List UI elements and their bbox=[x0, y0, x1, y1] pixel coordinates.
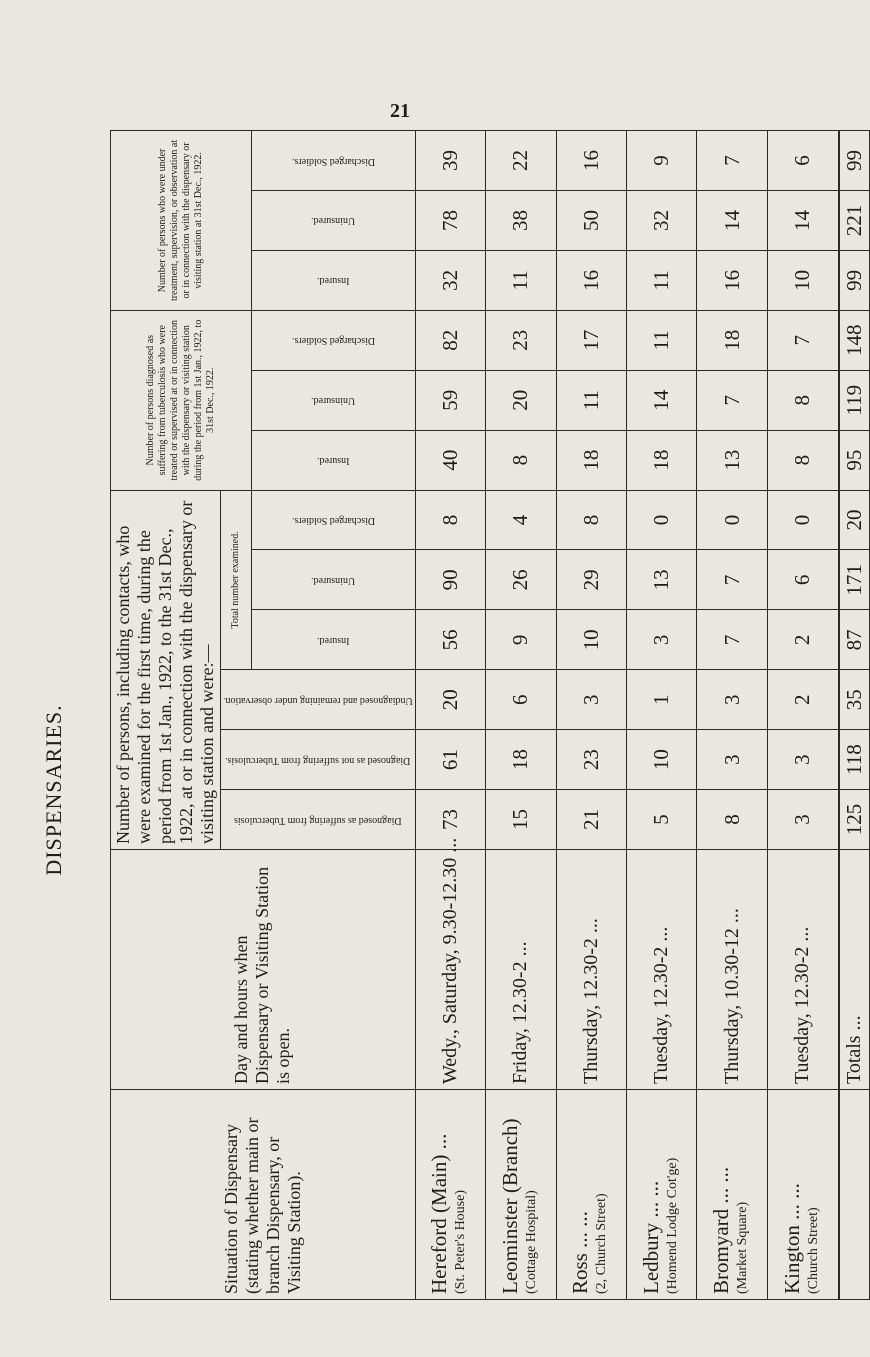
location-cell bbox=[556, 1090, 626, 1300]
location-cell bbox=[415, 1090, 485, 1300]
value-cell-g2-insured: 13 bbox=[697, 430, 767, 490]
value-cell-g3-uninsured: 50 bbox=[556, 191, 626, 251]
value-cell-insured: 3 bbox=[627, 610, 697, 670]
totals-g2-insured: 95 bbox=[839, 430, 870, 490]
value-cell-insured: 7 bbox=[697, 610, 767, 670]
header-g2-insured: Insured. bbox=[252, 430, 415, 490]
totals-label: Totals ... bbox=[839, 850, 870, 1090]
value-cell-g3-insured: 10 bbox=[767, 250, 838, 310]
value-cell-g2-insured: 40 bbox=[415, 430, 485, 490]
value-cell-soldiers: 0 bbox=[767, 490, 838, 550]
value-cell-uninsured: 6 bbox=[767, 550, 838, 610]
header-row-1 bbox=[111, 131, 221, 1300]
totals-g2-uninsured: 119 bbox=[839, 370, 870, 430]
value-cell-soldiers: 8 bbox=[415, 490, 485, 550]
value-cell-tb: 15 bbox=[486, 790, 556, 850]
location-address: (Church Street) bbox=[805, 1207, 821, 1294]
value-cell-g3-soldiers: 16 bbox=[556, 131, 626, 191]
value-cell-soldiers: 0 bbox=[697, 490, 767, 550]
value-cell-undiag: 1 bbox=[627, 670, 697, 730]
location-cell bbox=[627, 1090, 697, 1300]
opening-hours-cell: Tuesday, 12.30-2 ... bbox=[767, 850, 838, 1090]
value-cell-undiag: 3 bbox=[697, 670, 767, 730]
value-cell-g2-soldiers: 23 bbox=[486, 310, 556, 370]
totals-g2-soldiers: 148 bbox=[839, 310, 870, 370]
location-name: Hereford (Main) ... bbox=[427, 1133, 452, 1294]
value-cell-g2-uninsured: 14 bbox=[627, 370, 697, 430]
location-address: (Market Square) bbox=[735, 1201, 751, 1294]
value-cell-g3-soldiers: 6 bbox=[767, 131, 838, 191]
value-cell-not-tb: 10 bbox=[627, 730, 697, 790]
value-cell-not-tb: 3 bbox=[697, 730, 767, 790]
value-cell-undiag: 20 bbox=[415, 670, 485, 730]
location-name: Ross ... ... bbox=[568, 1211, 593, 1294]
totals-g3-insured: 99 bbox=[839, 250, 870, 310]
header-insured: Insured. bbox=[252, 610, 415, 670]
value-cell-g3-insured: 16 bbox=[556, 250, 626, 310]
value-cell-tb: 73 bbox=[415, 790, 485, 850]
header-day-hours: Day and hours when Dispensary or Visiting Station is open. bbox=[111, 850, 416, 1090]
location-address: (2, Church Street) bbox=[594, 1193, 610, 1294]
table-row bbox=[486, 131, 556, 1300]
value-cell-soldiers: 4 bbox=[486, 490, 556, 550]
value-cell-tb: 5 bbox=[627, 790, 697, 850]
value-cell-uninsured: 7 bbox=[697, 550, 767, 610]
value-cell-g3-uninsured: 38 bbox=[486, 191, 556, 251]
value-cell-g2-uninsured: 59 bbox=[415, 370, 485, 430]
value-cell-insured: 2 bbox=[767, 610, 838, 670]
rotated-table-wrapper bbox=[110, 130, 866, 1300]
value-cell-g3-soldiers: 22 bbox=[486, 131, 556, 191]
totals-not-tb: 118 bbox=[839, 730, 870, 790]
value-cell-g2-soldiers: 7 bbox=[767, 310, 838, 370]
header-g2-uninsured: Uninsured. bbox=[252, 370, 415, 430]
header-situation: Situation of Dispensary (stating whether main or branch Dispensary, or Visiting Station). bbox=[111, 1090, 416, 1300]
dispensary-table bbox=[110, 130, 870, 1300]
value-cell-tb: 21 bbox=[556, 790, 626, 850]
location-cell bbox=[697, 1090, 767, 1300]
table-row bbox=[415, 131, 485, 1300]
location-address: (Cottage Hospital) bbox=[523, 1190, 539, 1294]
value-cell-insured: 9 bbox=[486, 610, 556, 670]
value-cell-g3-soldiers: 39 bbox=[415, 131, 485, 191]
value-cell-not-tb: 3 bbox=[767, 730, 838, 790]
table-row bbox=[767, 131, 838, 1300]
location-address: (St. Peter's House) bbox=[453, 1189, 469, 1294]
totals-tb: 125 bbox=[839, 790, 870, 850]
value-cell-g2-insured: 18 bbox=[556, 430, 626, 490]
header-diagnosed-not-tb: Diagnosed as not suffering from Tuberculosis. bbox=[221, 730, 416, 790]
value-cell-g3-insured: 11 bbox=[627, 250, 697, 310]
value-cell-g3-insured: 32 bbox=[415, 250, 485, 310]
value-cell-g2-uninsured: 7 bbox=[697, 370, 767, 430]
value-cell-tb: 3 bbox=[767, 790, 838, 850]
header-g2-discharged-soldiers: Discharged Soldiers. bbox=[252, 310, 415, 370]
value-cell-g3-uninsured: 14 bbox=[697, 191, 767, 251]
value-cell-undiag: 6 bbox=[486, 670, 556, 730]
value-cell-uninsured: 13 bbox=[627, 550, 697, 610]
location-cell bbox=[486, 1090, 556, 1300]
table-row bbox=[697, 131, 767, 1300]
value-cell-uninsured: 90 bbox=[415, 550, 485, 610]
location-name: Ledbury ... ... bbox=[638, 1180, 663, 1294]
opening-hours-cell: Tuesday, 12.30-2 ... bbox=[627, 850, 697, 1090]
value-cell-undiag: 3 bbox=[556, 670, 626, 730]
value-cell-uninsured: 26 bbox=[486, 550, 556, 610]
table-row bbox=[556, 131, 626, 1300]
value-cell-g2-uninsured: 8 bbox=[767, 370, 838, 430]
location-name: Kington ... ... bbox=[779, 1183, 804, 1294]
value-cell-g2-soldiers: 18 bbox=[697, 310, 767, 370]
value-cell-not-tb: 18 bbox=[486, 730, 556, 790]
value-cell-insured: 56 bbox=[415, 610, 485, 670]
value-cell-g3-insured: 16 bbox=[697, 250, 767, 310]
location-name: Leominster (Branch) bbox=[497, 1118, 522, 1294]
value-cell-g2-soldiers: 17 bbox=[556, 310, 626, 370]
opening-hours-cell: Wedy., Saturday, 9.30-12.30 ... bbox=[415, 850, 485, 1090]
side-title: DISPENSARIES. bbox=[41, 704, 66, 876]
header-g3-uninsured: Uninsured. bbox=[252, 191, 415, 251]
value-cell-soldiers: 8 bbox=[556, 490, 626, 550]
totals-undiag: 35 bbox=[839, 670, 870, 730]
location-address: (Homend Lodge Cot'ge) bbox=[664, 1157, 680, 1294]
value-cell-uninsured: 29 bbox=[556, 550, 626, 610]
header-undiagnosed: Undiagnosed and remaining under observation. bbox=[221, 670, 416, 730]
value-cell-g2-insured: 18 bbox=[627, 430, 697, 490]
header-uninsured: Uninsured. bbox=[252, 550, 415, 610]
totals-uninsured: 171 bbox=[839, 550, 870, 610]
value-cell-g2-insured: 8 bbox=[767, 430, 838, 490]
table-row bbox=[627, 131, 697, 1300]
location-name: Bromyard ... ... bbox=[709, 1166, 734, 1294]
value-cell-g2-soldiers: 11 bbox=[627, 310, 697, 370]
value-cell-not-tb: 23 bbox=[556, 730, 626, 790]
header-contacts-group: Number of persons, including contacts, who were examined for the first time, during the period from 1st Jan., 1922, to the 31st Dec., 1922, at or in connection with the dispensary or visiting station and were:— bbox=[111, 490, 221, 849]
value-cell-g2-uninsured: 20 bbox=[486, 370, 556, 430]
totals-g3-uninsured: 221 bbox=[839, 191, 870, 251]
opening-hours-cell: Thursday, 10.30-12 ... bbox=[697, 850, 767, 1090]
value-cell-undiag: 2 bbox=[767, 670, 838, 730]
header-discharged-soldiers: Discharged Soldiers. bbox=[252, 490, 415, 550]
opening-hours-cell: Thursday, 12.30-2 ... bbox=[556, 850, 626, 1090]
header-group-under-treatment: Number of persons who were under treatment, supervision, or observation at or in connection with the dispensary or visiting station at 31st Dec., 1922. bbox=[111, 131, 252, 311]
header-g3-insured: Insured. bbox=[252, 250, 415, 310]
value-cell-not-tb: 61 bbox=[415, 730, 485, 790]
totals-soldiers: 20 bbox=[839, 490, 870, 550]
value-cell-insured: 10 bbox=[556, 610, 626, 670]
header-total-examined: Total number examined. bbox=[221, 490, 252, 670]
totals-g3-soldiers: 99 bbox=[839, 131, 870, 191]
location-cell bbox=[767, 1090, 838, 1300]
page-number: 21 bbox=[390, 100, 410, 122]
header-group-diagnosed: Number of persons diagnosed as suffering from tuberculosis who were treated or supervised at or in connection with the dispensary or visiting station during the period from 1st Jan., 1922, to 31st Dec., 1922. bbox=[111, 310, 252, 490]
value-cell-g2-insured: 8 bbox=[486, 430, 556, 490]
value-cell-g2-soldiers: 82 bbox=[415, 310, 485, 370]
opening-hours-cell: Friday, 12.30-2 ... bbox=[486, 850, 556, 1090]
totals-empty-cell bbox=[839, 1090, 870, 1300]
value-cell-soldiers: 0 bbox=[627, 490, 697, 550]
value-cell-g3-uninsured: 78 bbox=[415, 191, 485, 251]
table-body bbox=[415, 131, 838, 1300]
totals-row bbox=[839, 131, 870, 1300]
header-diagnosed-tb: Diagnosed as suffering from Tuberculosis bbox=[221, 790, 416, 850]
totals-insured: 87 bbox=[839, 610, 870, 670]
value-cell-tb: 8 bbox=[697, 790, 767, 850]
value-cell-g3-uninsured: 14 bbox=[767, 191, 838, 251]
value-cell-g3-soldiers: 9 bbox=[627, 131, 697, 191]
value-cell-g3-insured: 11 bbox=[486, 250, 556, 310]
value-cell-g3-soldiers: 7 bbox=[697, 131, 767, 191]
value-cell-g2-uninsured: 11 bbox=[556, 370, 626, 430]
header-g3-discharged-soldiers: Discharged Soldiers. bbox=[252, 131, 415, 191]
value-cell-g3-uninsured: 32 bbox=[627, 191, 697, 251]
